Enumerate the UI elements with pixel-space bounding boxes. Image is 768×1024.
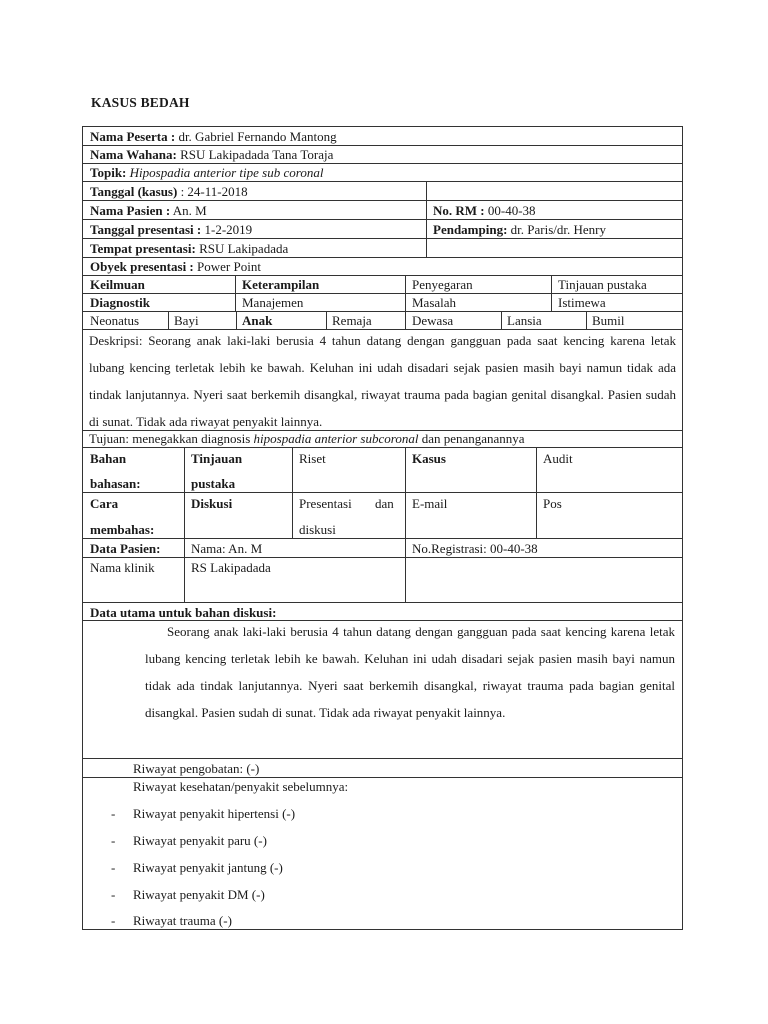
riwayat-pengobatan: Riwayat pengobatan: (-): [133, 761, 260, 776]
data-pasien-registrasi: No.Registrasi: 00-40-38: [412, 541, 538, 556]
tanggal-presentasi-cell: Tanggal presentasi : 1-2-2019: [90, 222, 253, 237]
age-neonatus: Neonatus: [90, 313, 140, 328]
list-item: Riwayat trauma (-): [133, 913, 232, 928]
list-bullet: -: [111, 860, 116, 875]
bahan-label-1: Bahan: [90, 451, 127, 466]
document-title: KASUS BEDAH: [91, 95, 190, 110]
cara-label-1: Cara: [90, 496, 119, 511]
pendamping-cell: Pendamping: dr. Paris/dr. Henry: [433, 222, 606, 237]
bahan-tinjauan-1: Tinjauan: [191, 451, 243, 466]
data-pasien-label: Data Pasien:: [90, 541, 161, 556]
data-pasien-nama: Nama: An. M: [191, 541, 263, 556]
list-bullet: -: [111, 806, 116, 821]
age-bayi: Bayi: [174, 313, 199, 328]
cara-presentasi-2: diskusi: [299, 522, 336, 537]
bahan-audit: Audit: [543, 451, 573, 466]
tujuan-row: Tujuan: menegakkan diagnosis hipospadia anterior subcoronal dan penanganannya: [89, 431, 525, 446]
nama-klinik-value: RS Lakipadada: [191, 560, 271, 575]
deskripsi-paragraph: Deskripsi: Seorang anak laki-laki berusia 4 tahun datang dengan gangguan pada saat kencing karena letak lubang kencing terletak lebih ke bawah. Keluhan ini udah disadari sejak pasien masih bayi namun tidak ada tindak lanjutannya. Nyeri saat berkemih disangkal, riwayat trauma pada bagian genital disangkal. Pasien sudah di sunat. Tidak ada riwayat penyakit lainnya.: [89, 333, 676, 429]
category-penyegaran: Penyegaran: [412, 277, 473, 292]
category-masalah: Masalah: [412, 295, 457, 310]
category-keilmuan: Keilmuan: [90, 277, 145, 292]
category-tinjauan-pustaka: Tinjauan pustaka: [558, 277, 647, 292]
no-rm-cell: No. RM : 00-40-38: [433, 203, 536, 218]
age-anak: Anak: [242, 313, 273, 328]
nama-klinik-label: Nama klinik: [90, 560, 155, 575]
cara-label-2: membahas:: [90, 522, 155, 537]
nama-peserta-row: Nama Peserta : dr. Gabriel Fernando Mantong: [90, 129, 337, 144]
cara-pos: Pos: [543, 496, 562, 511]
list-bullet: -: [111, 833, 116, 848]
data-utama-heading: Data utama untuk bahan diskusi:: [90, 605, 277, 620]
age-bumil: Bumil: [592, 313, 625, 328]
category-istimewa: Istimewa: [558, 295, 606, 310]
cara-email: E-mail: [412, 496, 448, 511]
riwayat-kesehatan-heading: Riwayat kesehatan/penyakit sebelumnya:: [133, 779, 349, 794]
bahan-label-2: bahasan:: [90, 476, 141, 491]
tanggal-kasus-row: Tanggal (kasus) : 24-11-2018: [90, 184, 248, 199]
list-bullet: -: [111, 913, 116, 928]
list-item: Riwayat penyakit paru (-): [133, 833, 267, 848]
bahan-tinjauan-2: pustaka: [191, 476, 236, 491]
list-item: Riwayat penyakit hipertensi (-): [133, 806, 296, 821]
list-item: Riwayat penyakit jantung (-): [133, 860, 283, 875]
list-bullet: -: [111, 887, 116, 902]
tempat-presentasi-row: Tempat presentasi: RSU Lakipadada: [90, 241, 289, 256]
age-dewasa: Dewasa: [412, 313, 454, 328]
obyek-presentasi-row: Obyek presentasi : Power Point: [90, 259, 261, 274]
data-utama-paragraph: Seorang anak laki-laki berusia 4 tahun datang dengan gangguan pada saat kencing karena letak lubang kencing terletak lebih ke bawah. Keluhan ini udah disadari sejak pasien masih bayi namun tidak ada tindak lanjutannya. Nyeri saat berkemih disangkal, riwayat trauma pada bagian genital disangkal. Pasien sudah di sunat. Tidak ada riwayat penyakit lainnya.: [145, 624, 675, 720]
cara-diskusi: Diskusi: [191, 496, 233, 511]
bahan-kasus: Kasus: [412, 451, 446, 466]
category-manajemen: Manajemen: [242, 295, 304, 310]
topik-row: Topik: Hipospadia anterior tipe sub coronal: [90, 165, 324, 180]
cara-presentasi-1b: dan: [375, 496, 394, 511]
nama-wahana-row: Nama Wahana: RSU Lakipadada Tana Toraja: [90, 147, 334, 162]
category-keterampilan: Keterampilan: [242, 277, 320, 292]
cara-presentasi-1a: Presentasi: [299, 496, 352, 511]
list-item: Riwayat penyakit DM (-): [133, 887, 265, 902]
bahan-riset: Riset: [299, 451, 326, 466]
age-lansia: Lansia: [507, 313, 542, 328]
age-remaja: Remaja: [332, 313, 372, 328]
category-diagnostik: Diagnostik: [90, 295, 150, 310]
nama-pasien-cell: Nama Pasien : An. M: [90, 203, 207, 218]
